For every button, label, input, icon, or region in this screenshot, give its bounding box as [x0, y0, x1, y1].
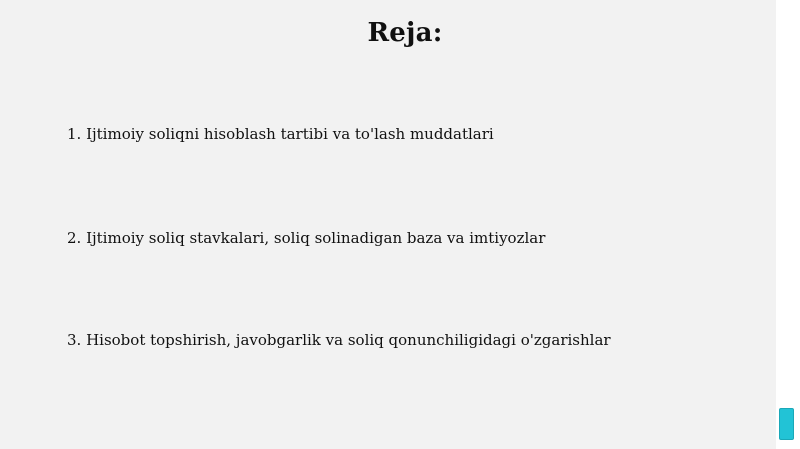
plan-item-1: 1. Ijtimoiy soliqni hisoblash tartibi va to'lash muddatlari: [67, 125, 494, 143]
plan-item-3: 3. Hisobot topshirish, javobgarlik va soliq qonunchiligidagi o'zgarishlar: [67, 331, 611, 349]
slide-title: Reja:: [367, 18, 443, 48]
plan-item-2: 2. Ijtimoiy soliq stavkalari, soliq solinadigan baza va imtiyozlar: [67, 229, 546, 247]
vertical-scrollbar[interactable]: [778, 0, 800, 449]
scrollbar-thumb[interactable]: [779, 408, 794, 440]
